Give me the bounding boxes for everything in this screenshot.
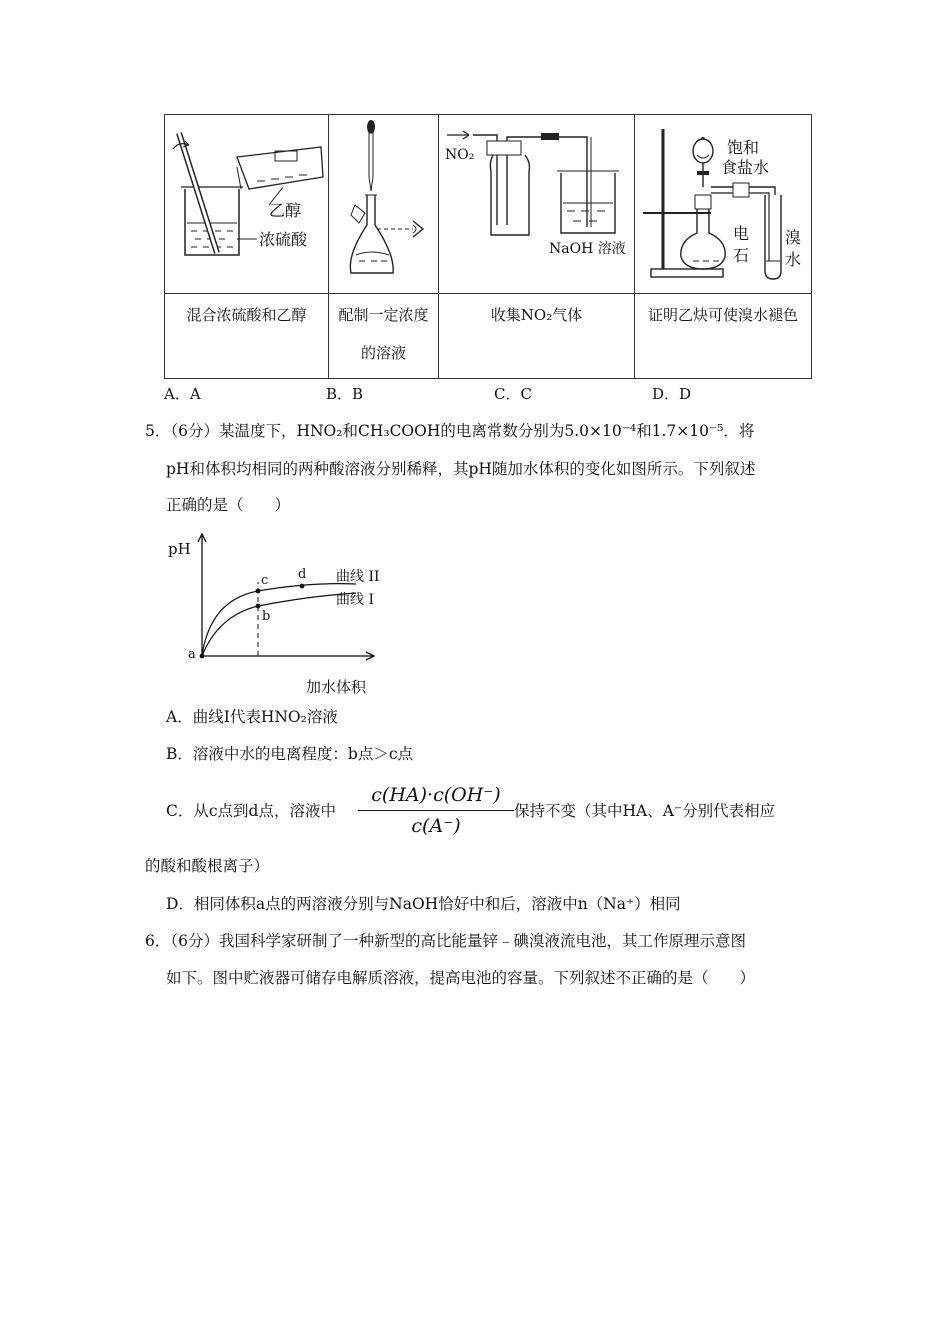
- volumetric-flask-figure: [329, 115, 438, 293]
- caption-d: 证明乙炔可使溴水褪色: [635, 294, 812, 379]
- label-ethanol: 乙醇: [269, 201, 302, 220]
- label-carbide-2: 石: [733, 246, 750, 265]
- apparatus-cell-a: [165, 115, 329, 294]
- apparatus-cell-b: [329, 115, 439, 294]
- q5-option-b[interactable]: B．溶液中水的电离程度：b点＞c点: [166, 745, 413, 763]
- caption-c: 收集NO₂气体: [439, 294, 635, 379]
- ph-dilution-graph: [160, 530, 400, 700]
- gas-collection-figure: [439, 115, 634, 293]
- fraction-bar: [358, 810, 514, 811]
- q4-option-a[interactable]: A．A: [164, 385, 201, 403]
- label-brine-1: 饱和: [727, 138, 760, 157]
- q5-option-c-suffix: 保持不变（其中HA、A⁻分别代表相应: [514, 802, 776, 820]
- label-carbide-1: 电: [733, 224, 750, 243]
- q5-option-c-continuation: 的酸和酸根离子）: [145, 857, 270, 875]
- acetylene-apparatus-figure: [635, 115, 811, 293]
- q5-stem-line-3: 正确的是（ ）: [166, 496, 291, 514]
- q5-option-d[interactable]: D．相同体积a点的两溶液分别与NaOH恰好中和后，溶液中n（Na⁺）相同: [166, 895, 681, 913]
- q5-option-c-prefix[interactable]: C．从c点到d点，溶液中: [166, 802, 336, 820]
- apparatus-cell-c: [439, 115, 635, 294]
- curve-1-label: 曲线 I: [336, 592, 374, 608]
- q5-stem-line-2: pH和体积均相同的两种酸溶液分别稀释，其pH随加水体积的变化如图所示。下列叙述: [166, 460, 756, 478]
- mixing-apparatus-figure: [165, 115, 328, 293]
- label-point-b: b: [262, 609, 271, 624]
- graph-xlabel: 加水体积: [306, 678, 367, 696]
- curve-2-label: 曲线 II: [336, 569, 380, 585]
- q5-stem-line-1: 5．（6分）某温度下，HNO₂和CH₃COOH的电离常数分别为5.0×10⁻⁴和1.7×10⁻⁵．将: [145, 422, 755, 440]
- label-point-a: a: [188, 647, 196, 662]
- point-c: [256, 589, 261, 594]
- fraction-numerator: c(HA)·c(OH⁻): [371, 784, 501, 806]
- q4-option-b[interactable]: B．B: [326, 385, 364, 403]
- graph-ylabel: pH: [168, 540, 191, 558]
- label-naoh-solution: NaOH 溶液: [549, 241, 626, 257]
- caption-b: 配制一定浓度的溶液: [329, 294, 439, 379]
- label-point-d: d: [298, 567, 307, 582]
- fraction-denominator: c(A⁻): [411, 815, 461, 837]
- apparatus-table: [164, 114, 812, 379]
- point-b: [256, 604, 261, 609]
- q4-option-c[interactable]: C．C: [494, 385, 532, 403]
- label-point-c: c: [261, 573, 269, 588]
- q6-stem-line-1: 6．（6分）我国科学家研制了一种新型的高比能量锌﹣碘溴液流电池，其工作原理示意图: [145, 932, 746, 950]
- q4-option-d[interactable]: D．D: [652, 385, 692, 403]
- q5-option-a[interactable]: A．曲线Ⅰ代表HNO₂溶液: [166, 708, 338, 726]
- label-bromine-1: 溴: [785, 228, 802, 247]
- point-a: [200, 654, 205, 659]
- label-concentrated-acid: 浓硫酸: [259, 230, 308, 249]
- apparatus-cell-d: [635, 115, 812, 294]
- point-d: [300, 584, 305, 589]
- caption-a: 混合浓硫酸和乙醇: [165, 294, 329, 379]
- label-no2: NO₂: [445, 147, 475, 163]
- label-bromine-2: 水: [785, 250, 802, 269]
- label-brine-2: 食盐水: [721, 158, 770, 177]
- q6-stem-line-2: 如下。图中贮液器可储存电解质溶液，提高电池的容量。下列叙述不正确的是（ ）: [166, 969, 756, 987]
- q5-option-c-fraction: [358, 782, 514, 839]
